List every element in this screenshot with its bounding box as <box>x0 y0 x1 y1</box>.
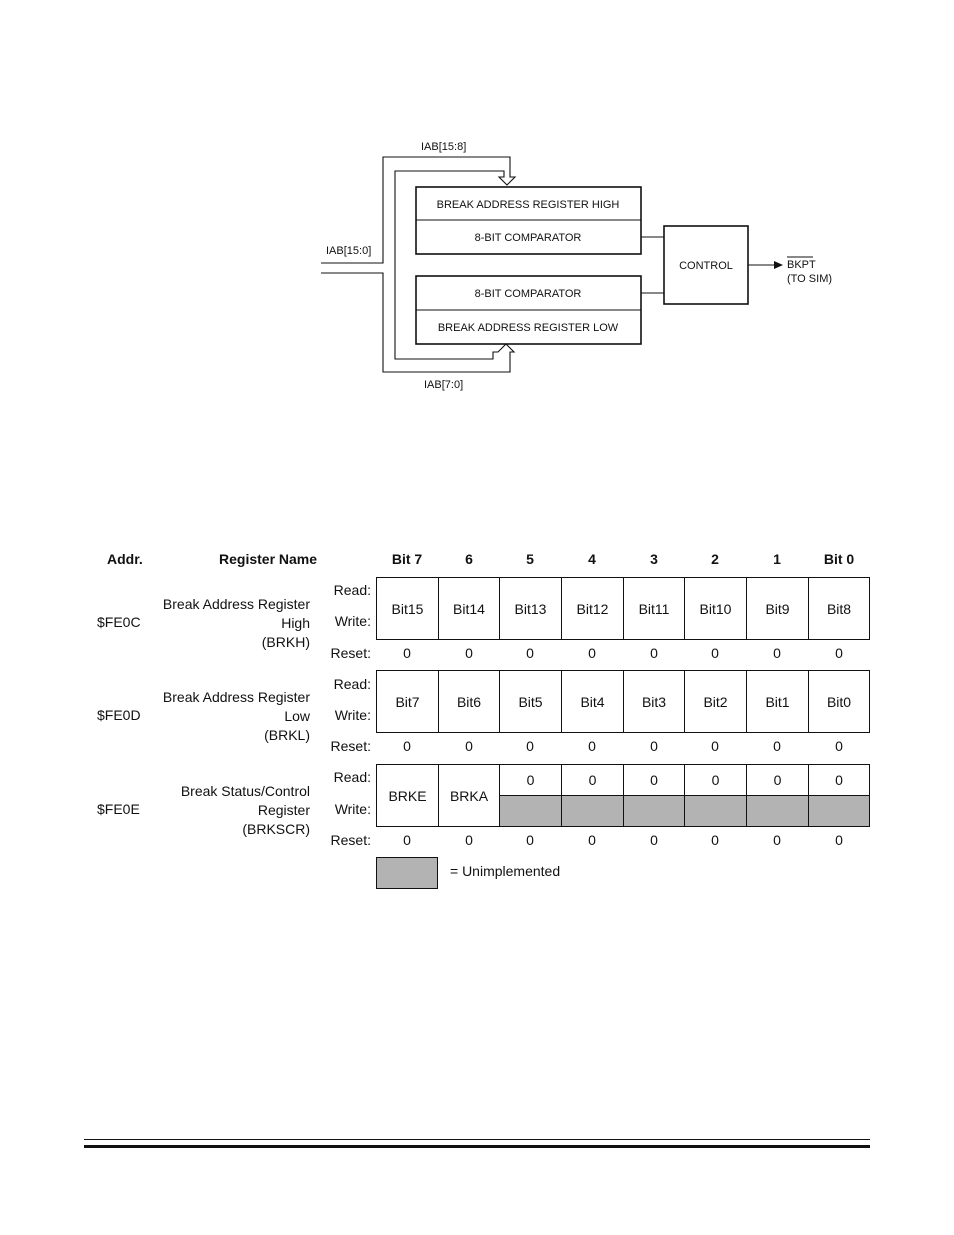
bit-header: 4 <box>588 551 596 567</box>
break-module-block-diagram <box>0 0 954 420</box>
read-label: Read: <box>333 582 371 598</box>
reset-value: 0 <box>588 645 596 661</box>
reset-value: 0 <box>403 645 411 661</box>
reset-value: 0 <box>526 738 534 754</box>
register-name: Break Status/Control Register (BRKSCR) <box>180 783 310 837</box>
output-arrow-icon <box>774 261 783 269</box>
reset-value: 0 <box>465 645 473 661</box>
bit-cell: Bit0 <box>808 670 870 733</box>
bit-cell: Bit10 <box>684 577 747 640</box>
reset-value: 0 <box>711 832 719 848</box>
bit-header: 5 <box>526 551 534 567</box>
footer-rule-thick <box>84 1145 870 1148</box>
reset-value: 0 <box>465 738 473 754</box>
read-only-cell: 0 <box>623 764 685 796</box>
register-address: $FE0C <box>97 614 141 630</box>
bus-full-label: IAB[15:0] <box>326 245 372 257</box>
unimplemented-cell <box>499 795 562 827</box>
bit-cell: Bit3 <box>623 670 685 733</box>
reset-value: 0 <box>588 738 596 754</box>
read-only-cell: 0 <box>499 764 562 796</box>
bus-high-label: IAB[15:8] <box>421 141 467 153</box>
bit-cell: Bit14 <box>438 577 500 640</box>
reset-value: 0 <box>588 832 596 848</box>
read-only-cell: 0 <box>746 764 809 796</box>
read-only-cell: 0 <box>808 764 870 796</box>
bit-cell: Bit11 <box>623 577 685 640</box>
bit-cell: Bit9 <box>746 577 809 640</box>
control-label: CONTROL <box>679 260 733 272</box>
bit-cell: BRKE <box>376 764 439 827</box>
reset-label: Reset: <box>330 645 371 661</box>
reset-value: 0 <box>650 832 658 848</box>
register-name-header: Register Name <box>219 551 318 567</box>
reset-value: 0 <box>711 645 719 661</box>
register-name: Break Address Register Low (BRKL) <box>162 689 310 743</box>
reset-value: 0 <box>773 645 781 661</box>
write-label: Write: <box>334 707 371 723</box>
output-label: BKPT <box>787 259 816 271</box>
reset-value: 0 <box>403 832 411 848</box>
unimplemented-cell <box>808 795 870 827</box>
comparator-low-label: 8-BIT COMPARATOR <box>474 288 582 300</box>
reset-value: 0 <box>526 645 534 661</box>
bit-cell: Bit13 <box>499 577 562 640</box>
unimplemented-cell <box>623 795 685 827</box>
read-only-cell: 0 <box>561 764 624 796</box>
reset-value: 0 <box>465 832 473 848</box>
read-label: Read: <box>333 676 371 692</box>
bit-header: 1 <box>773 551 781 567</box>
bit-cell: Bit7 <box>376 670 439 733</box>
reset-value: 0 <box>711 738 719 754</box>
register-address: $FE0D <box>97 707 141 723</box>
bit-cell: Bit15 <box>376 577 439 640</box>
reset-value: 0 <box>650 738 658 754</box>
bit-cell: Bit6 <box>438 670 500 733</box>
output-sub-label: (TO SIM) <box>787 273 833 285</box>
bit-header: 2 <box>711 551 719 567</box>
unimplemented-cell <box>684 795 747 827</box>
bit-cell: Bit8 <box>808 577 870 640</box>
reset-value: 0 <box>835 832 843 848</box>
register-name: Break Address Register High (BRKH) <box>162 596 310 650</box>
bit-cell: BRKA <box>438 764 500 827</box>
brk-low-label: BREAK ADDRESS REGISTER LOW <box>437 322 619 334</box>
reset-value: 0 <box>835 645 843 661</box>
bit-cell: Bit5 <box>499 670 562 733</box>
read-label: Read: <box>333 769 371 785</box>
read-only-cell: 0 <box>684 764 747 796</box>
legend-label: = Unimplemented <box>450 863 561 879</box>
write-label: Write: <box>334 613 371 629</box>
reset-value: 0 <box>403 738 411 754</box>
reset-value: 0 <box>773 832 781 848</box>
bit-header: 6 <box>465 551 473 567</box>
reset-value: 0 <box>835 738 843 754</box>
register-address: $FE0E <box>97 801 140 817</box>
reset-label: Reset: <box>330 832 371 848</box>
bit-header: 3 <box>650 551 658 567</box>
write-label: Write: <box>334 801 371 817</box>
reset-value: 0 <box>526 832 534 848</box>
bit-cell: Bit1 <box>746 670 809 733</box>
bit-header: Bit 0 <box>823 551 855 567</box>
reset-label: Reset: <box>330 738 371 754</box>
bit-header: Bit 7 <box>391 551 423 567</box>
unimplemented-cell <box>561 795 624 827</box>
addr-header: Addr. <box>107 551 143 567</box>
bit-cell: Bit2 <box>684 670 747 733</box>
unimplemented-cell <box>746 795 809 827</box>
bit-cell: Bit4 <box>561 670 624 733</box>
comparator-high-label: 8-BIT COMPARATOR <box>474 232 582 244</box>
bit-cell: Bit12 <box>561 577 624 640</box>
legend-swatch <box>376 857 438 889</box>
brk-high-label: BREAK ADDRESS REGISTER HIGH <box>436 199 620 211</box>
reset-value: 0 <box>650 645 658 661</box>
reset-value: 0 <box>773 738 781 754</box>
bus-low-label: IAB[7:0] <box>424 379 464 391</box>
footer-rule-thin <box>84 1139 870 1140</box>
